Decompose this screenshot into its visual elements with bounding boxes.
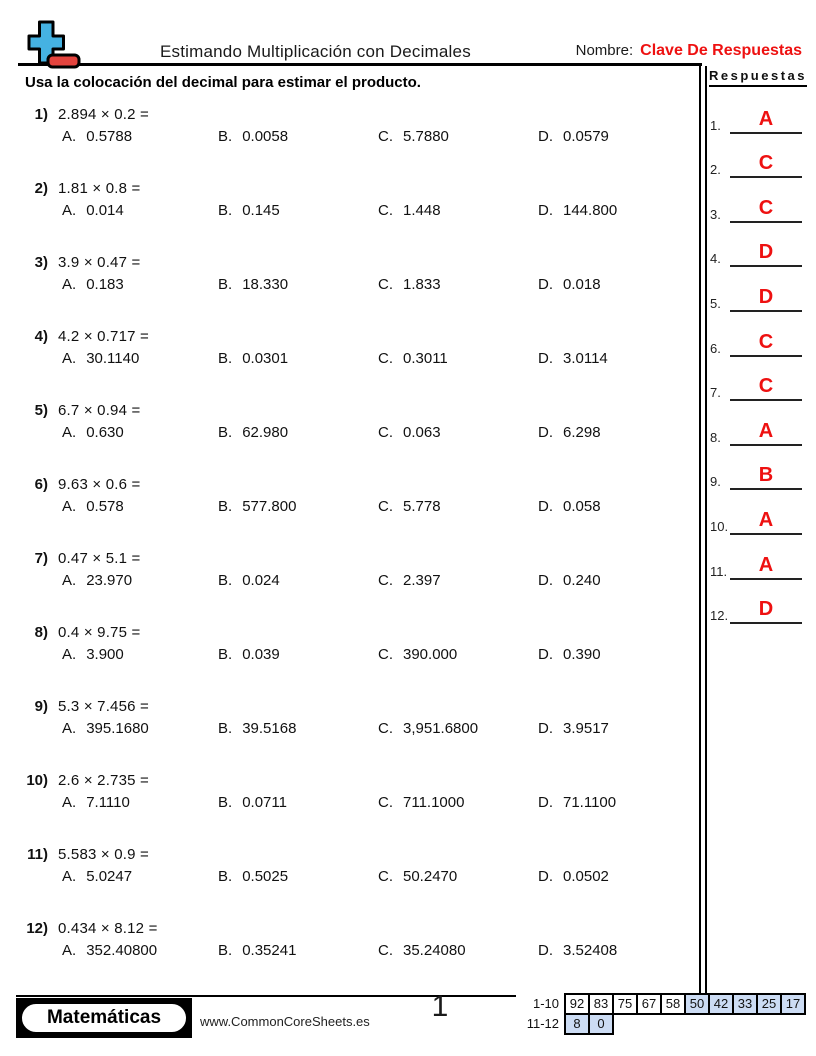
option-d xyxy=(538,794,616,811)
option-b-value: 0.35241 xyxy=(242,942,297,959)
question-block xyxy=(14,476,702,550)
option-b xyxy=(218,202,280,219)
option-c-value: 3,951.6800 xyxy=(403,720,479,737)
option-c-letter: C. xyxy=(378,424,393,441)
question-number: 10) xyxy=(26,772,48,789)
instruction-text: Usa la colocación del decimal para estimar el producto. xyxy=(25,74,421,91)
option-a-letter: A. xyxy=(62,942,77,959)
answer-blank-line xyxy=(730,599,802,624)
option-b-value: 0.0058 xyxy=(242,128,289,145)
answer-item xyxy=(706,96,810,141)
option-b-letter: B. xyxy=(218,350,233,367)
score-cell: 8 xyxy=(564,1013,590,1035)
question-block xyxy=(14,550,702,624)
answer-letter: A xyxy=(758,419,774,442)
option-d-letter: D. xyxy=(538,646,553,663)
answer-letter: C xyxy=(758,330,774,353)
option-c-letter: C. xyxy=(378,646,393,663)
option-a xyxy=(62,572,132,589)
option-a-value: 7.1110 xyxy=(86,794,130,811)
option-a-letter: A. xyxy=(62,498,77,515)
question-number: 3) xyxy=(34,254,48,271)
option-b-letter: B. xyxy=(218,498,233,515)
answer-blank-line xyxy=(730,332,802,357)
question-expression: 5.3 × 7.456 = xyxy=(58,698,150,715)
option-a xyxy=(62,646,124,663)
option-a-value: 5.0247 xyxy=(86,868,133,885)
answer-number: 3. xyxy=(710,206,721,222)
answer-number: 11. xyxy=(710,563,728,579)
answer-letter: D xyxy=(758,241,774,264)
answer-item xyxy=(706,587,810,632)
option-a-letter: A. xyxy=(62,646,77,663)
score-cell: 33 xyxy=(732,993,758,1015)
option-b-letter: B. xyxy=(218,128,233,145)
option-d-letter: D. xyxy=(538,720,553,737)
score-cell: 83 xyxy=(588,993,614,1015)
option-c-letter: C. xyxy=(378,868,393,885)
option-a-value: 0.183 xyxy=(86,276,124,293)
option-c-value: 50.2470 xyxy=(403,868,458,885)
option-c-letter: C. xyxy=(378,794,393,811)
question-block xyxy=(14,772,702,846)
answer-item xyxy=(706,364,810,409)
question-expression: 2.894 × 0.2 = xyxy=(58,106,150,123)
answer-letter: A xyxy=(758,107,774,130)
option-b-letter: B. xyxy=(218,572,233,589)
question-number: 6) xyxy=(34,476,48,493)
option-a-value: 0.630 xyxy=(86,424,124,441)
question-block xyxy=(14,180,702,254)
question-expression: 6.7 × 0.94 = xyxy=(58,402,141,419)
question-expression: 2.6 × 2.735 = xyxy=(58,772,150,789)
option-b xyxy=(218,868,288,885)
question-number: 9) xyxy=(34,698,48,715)
option-a-value: 0.014 xyxy=(86,202,124,219)
option-d-letter: D. xyxy=(538,424,553,441)
answer-letter: B xyxy=(758,464,774,487)
option-d-value: 144.800 xyxy=(563,202,618,219)
option-d xyxy=(538,202,617,219)
option-b-letter: B. xyxy=(218,794,233,811)
answer-number: 7. xyxy=(710,385,721,401)
question-expression: 4.2 × 0.717 = xyxy=(58,328,150,345)
answer-number: 2. xyxy=(710,162,721,178)
answer-letter: A xyxy=(758,508,774,531)
option-b-value: 18.330 xyxy=(242,276,289,293)
score-cell: 92 xyxy=(564,993,590,1015)
option-c xyxy=(378,794,464,811)
option-c xyxy=(378,202,441,219)
brand-name: Matemáticas xyxy=(20,1002,188,1034)
option-c xyxy=(378,128,449,145)
option-b-value: 577.800 xyxy=(242,498,297,515)
score-cell: 75 xyxy=(612,993,638,1015)
option-b-value: 62.980 xyxy=(242,424,289,441)
brand-logo xyxy=(26,20,84,75)
option-b xyxy=(218,942,296,959)
answer-letter: C xyxy=(758,196,774,219)
answer-number: 1. xyxy=(710,117,721,133)
answer-blank-line xyxy=(730,287,802,312)
option-a-letter: A. xyxy=(62,794,77,811)
answer-number: 9. xyxy=(710,474,721,490)
answer-letter: C xyxy=(758,375,774,398)
answer-item xyxy=(706,453,810,498)
option-d-value: 3.9517 xyxy=(563,720,609,737)
page-title: Estimando Multiplicación con Decimales xyxy=(160,42,471,61)
option-d-letter: D. xyxy=(538,128,553,145)
option-b-value: 0.145 xyxy=(242,202,280,219)
option-d xyxy=(538,942,617,959)
option-a-value: 30.1140 xyxy=(86,350,140,367)
option-c-value: 711.1000 xyxy=(403,794,465,811)
option-b-letter: B. xyxy=(218,424,233,441)
option-d-value: 0.058 xyxy=(563,498,601,515)
option-d-letter: D. xyxy=(538,942,553,959)
score-cell: 42 xyxy=(708,993,734,1015)
name-row xyxy=(576,42,802,60)
score-table xyxy=(520,993,806,1035)
option-a xyxy=(62,424,124,441)
option-b xyxy=(218,128,288,145)
option-a-value: 23.970 xyxy=(86,572,133,589)
option-d-letter: D. xyxy=(538,350,553,367)
score-cell: 17 xyxy=(780,993,806,1015)
answer-item xyxy=(706,319,810,364)
option-b-letter: B. xyxy=(218,868,233,885)
option-a-value: 0.5788 xyxy=(86,128,133,145)
answer-key-label: Clave De Respuestas xyxy=(640,42,802,59)
option-d-value: 0.0502 xyxy=(563,868,609,885)
option-a-letter: A. xyxy=(62,128,77,145)
question-expression: 5.583 × 0.9 = xyxy=(58,846,150,863)
score-row-2-label: 11-12 xyxy=(526,1016,559,1031)
answer-item xyxy=(706,408,810,453)
answer-blank-line xyxy=(730,555,802,580)
question-number: 5) xyxy=(34,402,48,419)
name-label: Nombre: xyxy=(575,42,634,59)
option-c-value: 0.063 xyxy=(403,424,441,441)
option-a-letter: A. xyxy=(62,276,77,293)
option-d-letter: D. xyxy=(538,868,553,885)
option-d xyxy=(538,720,609,737)
score-cell: 0 xyxy=(588,1013,614,1035)
option-a-letter: A. xyxy=(62,572,77,589)
website-url: www.CommonCoreSheets.es xyxy=(200,1014,370,1029)
option-c-value: 35.24080 xyxy=(403,942,466,959)
question-number: 4) xyxy=(34,328,48,345)
option-b-value: 39.5168 xyxy=(242,720,297,737)
option-c-letter: C. xyxy=(378,720,393,737)
option-d-value: 0.018 xyxy=(563,276,601,293)
option-a xyxy=(62,942,157,959)
answer-item xyxy=(706,141,810,186)
question-expression: 3.9 × 0.47 = xyxy=(58,254,141,271)
answer-number: 8. xyxy=(710,429,721,445)
brand-box xyxy=(16,998,192,1038)
option-a-value: 352.40800 xyxy=(86,942,158,959)
option-a-value: 0.578 xyxy=(86,498,124,515)
option-d xyxy=(538,128,609,145)
option-d-value: 6.298 xyxy=(563,424,601,441)
option-a-letter: A. xyxy=(62,350,77,367)
option-c-value: 390.000 xyxy=(403,646,458,663)
option-b-letter: B. xyxy=(218,646,233,663)
question-number: 7) xyxy=(34,550,48,567)
option-b-letter: B. xyxy=(218,202,233,219)
option-a-letter: A. xyxy=(62,202,77,219)
answer-item xyxy=(706,274,810,319)
answers-divider-line-outer xyxy=(699,66,701,993)
option-c-letter: C. xyxy=(378,942,393,959)
score-row-2 xyxy=(520,1013,806,1035)
option-c-value: 5.778 xyxy=(403,498,441,515)
option-b xyxy=(218,720,296,737)
option-b xyxy=(218,572,280,589)
question-expression: 0.47 × 5.1 = xyxy=(58,550,141,567)
question-block xyxy=(14,846,702,920)
question-expression: 1.81 × 0.8 = xyxy=(58,180,141,197)
score-row-1 xyxy=(520,993,806,1015)
option-a xyxy=(62,720,149,737)
answer-item xyxy=(706,230,810,275)
option-c xyxy=(378,424,441,441)
option-d-value: 0.240 xyxy=(563,572,601,589)
option-a xyxy=(62,498,124,515)
option-a xyxy=(62,868,132,885)
option-b xyxy=(218,424,288,441)
answer-number: 10. xyxy=(710,518,729,534)
option-c-value: 2.397 xyxy=(403,572,441,589)
answer-number: 4. xyxy=(710,251,721,267)
option-c xyxy=(378,942,466,959)
answer-blank-line xyxy=(730,153,802,178)
option-a xyxy=(62,350,139,367)
option-c-value: 1.833 xyxy=(403,276,441,293)
option-d-letter: D. xyxy=(538,572,553,589)
answer-number: 12. xyxy=(710,608,729,624)
option-c-value: 1.448 xyxy=(403,202,441,219)
option-d xyxy=(538,498,601,515)
question-number: 2) xyxy=(34,180,48,197)
answer-item xyxy=(706,185,810,230)
question-block xyxy=(14,328,702,402)
answer-number: 6. xyxy=(710,340,721,356)
option-c-letter: C. xyxy=(378,128,393,145)
option-d-letter: D. xyxy=(538,276,553,293)
score-row-1-cells xyxy=(564,993,806,1015)
question-number: 12) xyxy=(26,920,48,937)
option-a xyxy=(62,794,130,811)
question-number: 8) xyxy=(34,624,48,641)
answer-number: 5. xyxy=(710,295,721,311)
answer-blank-line xyxy=(730,376,802,401)
score-cell: 25 xyxy=(756,993,782,1015)
score-row-2-cells xyxy=(564,1013,614,1035)
option-c xyxy=(378,572,441,589)
option-b-value: 0.039 xyxy=(242,646,280,663)
option-d xyxy=(538,646,601,663)
option-a-letter: A. xyxy=(62,424,77,441)
option-c-value: 5.7880 xyxy=(403,128,449,145)
option-c xyxy=(378,868,457,885)
answer-item xyxy=(706,542,810,587)
option-d-value: 0.0579 xyxy=(563,128,609,145)
question-block xyxy=(14,402,702,476)
question-expression: 0.434 × 8.12 = xyxy=(58,920,158,937)
option-b-letter: B. xyxy=(218,720,233,737)
question-block xyxy=(14,254,702,328)
question-expression: 0.4 × 9.75 = xyxy=(58,624,141,641)
answer-blank-line xyxy=(730,198,802,223)
option-d-letter: D. xyxy=(538,794,553,811)
option-d xyxy=(538,868,609,885)
questions-list xyxy=(14,106,702,994)
page-number: 1 xyxy=(431,990,449,1023)
option-c xyxy=(378,720,478,737)
option-c-value: 0.3011 xyxy=(403,350,448,367)
option-d xyxy=(538,424,601,441)
option-b xyxy=(218,350,288,367)
option-c xyxy=(378,498,441,515)
question-block xyxy=(14,106,702,180)
score-cell: 50 xyxy=(684,993,710,1015)
answer-letter: D xyxy=(758,598,774,621)
option-d-value: 3.52408 xyxy=(563,942,618,959)
answer-letter: C xyxy=(758,152,774,175)
option-d-value: 71.1100 xyxy=(563,794,617,811)
option-d xyxy=(538,276,601,293)
option-d-letter: D. xyxy=(538,202,553,219)
option-d xyxy=(538,572,601,589)
answer-blank-line xyxy=(730,109,802,134)
option-b-value: 0.5025 xyxy=(242,868,289,885)
option-a-value: 395.1680 xyxy=(86,720,149,737)
option-a xyxy=(62,202,124,219)
option-c-letter: C. xyxy=(378,202,393,219)
option-c-letter: C. xyxy=(378,350,393,367)
answer-letter: D xyxy=(758,285,774,308)
answer-blank-line xyxy=(730,421,802,446)
score-cell: 67 xyxy=(636,993,662,1015)
option-b xyxy=(218,276,288,293)
option-c xyxy=(378,350,448,367)
answers-list xyxy=(706,96,810,631)
option-d-value: 3.0114 xyxy=(563,350,608,367)
option-b-letter: B. xyxy=(218,942,233,959)
answer-item xyxy=(706,497,810,542)
answer-blank-line xyxy=(730,242,802,267)
question-number: 11) xyxy=(27,846,48,863)
option-a-value: 3.900 xyxy=(86,646,124,663)
score-row-1-label: 1-10 xyxy=(532,996,559,1011)
option-b-value: 0.024 xyxy=(242,572,280,589)
option-a xyxy=(62,276,124,293)
option-a-letter: A. xyxy=(62,868,77,885)
answer-blank-line xyxy=(730,465,802,490)
question-block xyxy=(14,920,702,994)
question-expression: 9.63 × 0.6 = xyxy=(58,476,141,493)
option-c xyxy=(378,646,457,663)
option-d xyxy=(538,350,608,367)
option-b xyxy=(218,794,287,811)
option-d-value: 0.390 xyxy=(563,646,601,663)
header-divider xyxy=(18,63,702,66)
question-block xyxy=(14,624,702,698)
option-b-letter: B. xyxy=(218,276,233,293)
answer-blank-line xyxy=(730,510,802,535)
option-c-letter: C. xyxy=(378,276,393,293)
option-b xyxy=(218,646,280,663)
question-number: 1) xyxy=(34,106,48,123)
answer-letter: A xyxy=(758,553,774,576)
option-c-letter: C. xyxy=(378,572,393,589)
score-cell: 58 xyxy=(660,993,686,1015)
option-a xyxy=(62,128,132,145)
option-b-value: 0.0711 xyxy=(242,794,287,811)
question-block xyxy=(14,698,702,772)
plus-minus-logo-icon xyxy=(26,20,84,70)
option-c-letter: C. xyxy=(378,498,393,515)
option-c xyxy=(378,276,441,293)
option-b xyxy=(218,498,296,515)
option-a-letter: A. xyxy=(62,720,77,737)
option-d-letter: D. xyxy=(538,498,553,515)
option-b-value: 0.0301 xyxy=(242,350,289,367)
answers-panel-title: Respuestas xyxy=(709,68,807,87)
